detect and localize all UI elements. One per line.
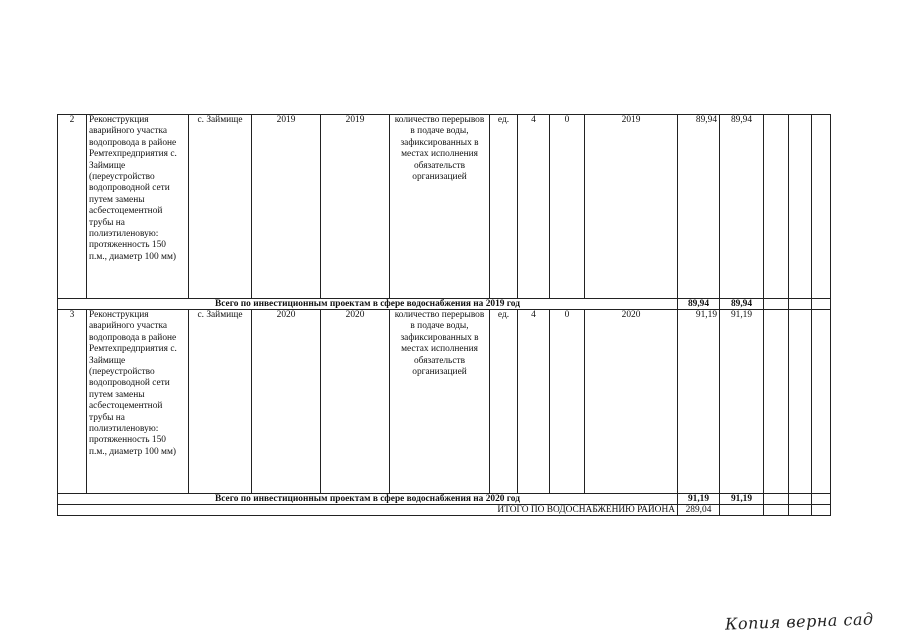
project-name: Реконструкция аварийного участка водопровода в районе Ремтехпредприятия с. Займище (переустройство водопроводной сети путем замены асбестоцементной трубы на полиэтиленовую: протяженность 150 п.м., диаметр 100 мм): [87, 115, 189, 299]
project-place: с. Займище: [189, 115, 252, 299]
value-before: 4: [518, 115, 550, 299]
empty-cell: [812, 310, 831, 494]
empty-cell: [789, 494, 812, 505]
empty-cell: [812, 299, 831, 310]
empty-cell: [789, 310, 812, 494]
grand-total-row: [58, 505, 831, 516]
row-number: 3: [58, 310, 87, 494]
cost-total: 91,19: [678, 310, 720, 494]
grand-total-label: ИТОГО ПО ВОДОСНАБЖЕНИЮ РАЙОНА: [58, 505, 678, 516]
subtotal-label: Всего по инвестиционным проектам в сфере водоснабжения на 2020 год: [58, 494, 678, 505]
end-year: 2020: [321, 310, 390, 494]
cost-year: 89,94: [720, 115, 764, 299]
subtotal-total: 91,19: [678, 494, 720, 505]
table-row: [58, 310, 831, 494]
row-number: 2: [58, 115, 87, 299]
start-year: 2020: [252, 310, 321, 494]
investment-projects-table: [57, 114, 831, 516]
value-before: 4: [518, 310, 550, 494]
empty-cell: [764, 494, 789, 505]
unit: ед.: [490, 115, 518, 299]
empty-cell: [812, 115, 831, 299]
value-after: 0: [550, 115, 585, 299]
project-place: с. Займище: [189, 310, 252, 494]
empty-cell: [789, 299, 812, 310]
project-name: Реконструкция аварийного участка водопровода в районе Ремтехпредприятия с. Займище (переустройство водопроводной сети путем замены асбестоцементной трубы на полиэтиленовую: протяженность 150 п.м., диаметр 100 мм): [87, 310, 189, 494]
indicator: количество перерывов в подаче воды, зафиксированных в местах исполнения обязательств организацией: [390, 310, 490, 494]
empty-cell: [789, 115, 812, 299]
empty-cell: [764, 505, 789, 516]
cost-total: 89,94: [678, 115, 720, 299]
end-year: 2019: [321, 115, 390, 299]
empty-cell: [764, 310, 789, 494]
target-year: 2020: [585, 310, 678, 494]
empty-cell: [764, 115, 789, 299]
empty-cell: [812, 505, 831, 516]
subtotal-total: 89,94: [678, 299, 720, 310]
subtotal-year-total: 89,94: [720, 299, 764, 310]
subtotal-label: Всего по инвестиционным проектам в сфере водоснабжения на 2019 год: [58, 299, 678, 310]
empty-cell: [720, 505, 764, 516]
empty-cell: [812, 494, 831, 505]
empty-cell: [789, 505, 812, 516]
subtotal-year-total: 91,19: [720, 494, 764, 505]
handwritten-signature: Копия верна сад: [724, 609, 874, 634]
subtotal-row: [58, 494, 831, 505]
subtotal-row: [58, 299, 831, 310]
indicator: количество перерывов в подаче воды, зафиксированных в местах исполнения обязательств организацией: [390, 115, 490, 299]
unit: ед.: [490, 310, 518, 494]
empty-cell: [764, 299, 789, 310]
grand-total-value: 289,04: [678, 505, 720, 516]
target-year: 2019: [585, 115, 678, 299]
cost-year: 91,19: [720, 310, 764, 494]
start-year: 2019: [252, 115, 321, 299]
value-after: 0: [550, 310, 585, 494]
table-row: [58, 115, 831, 299]
